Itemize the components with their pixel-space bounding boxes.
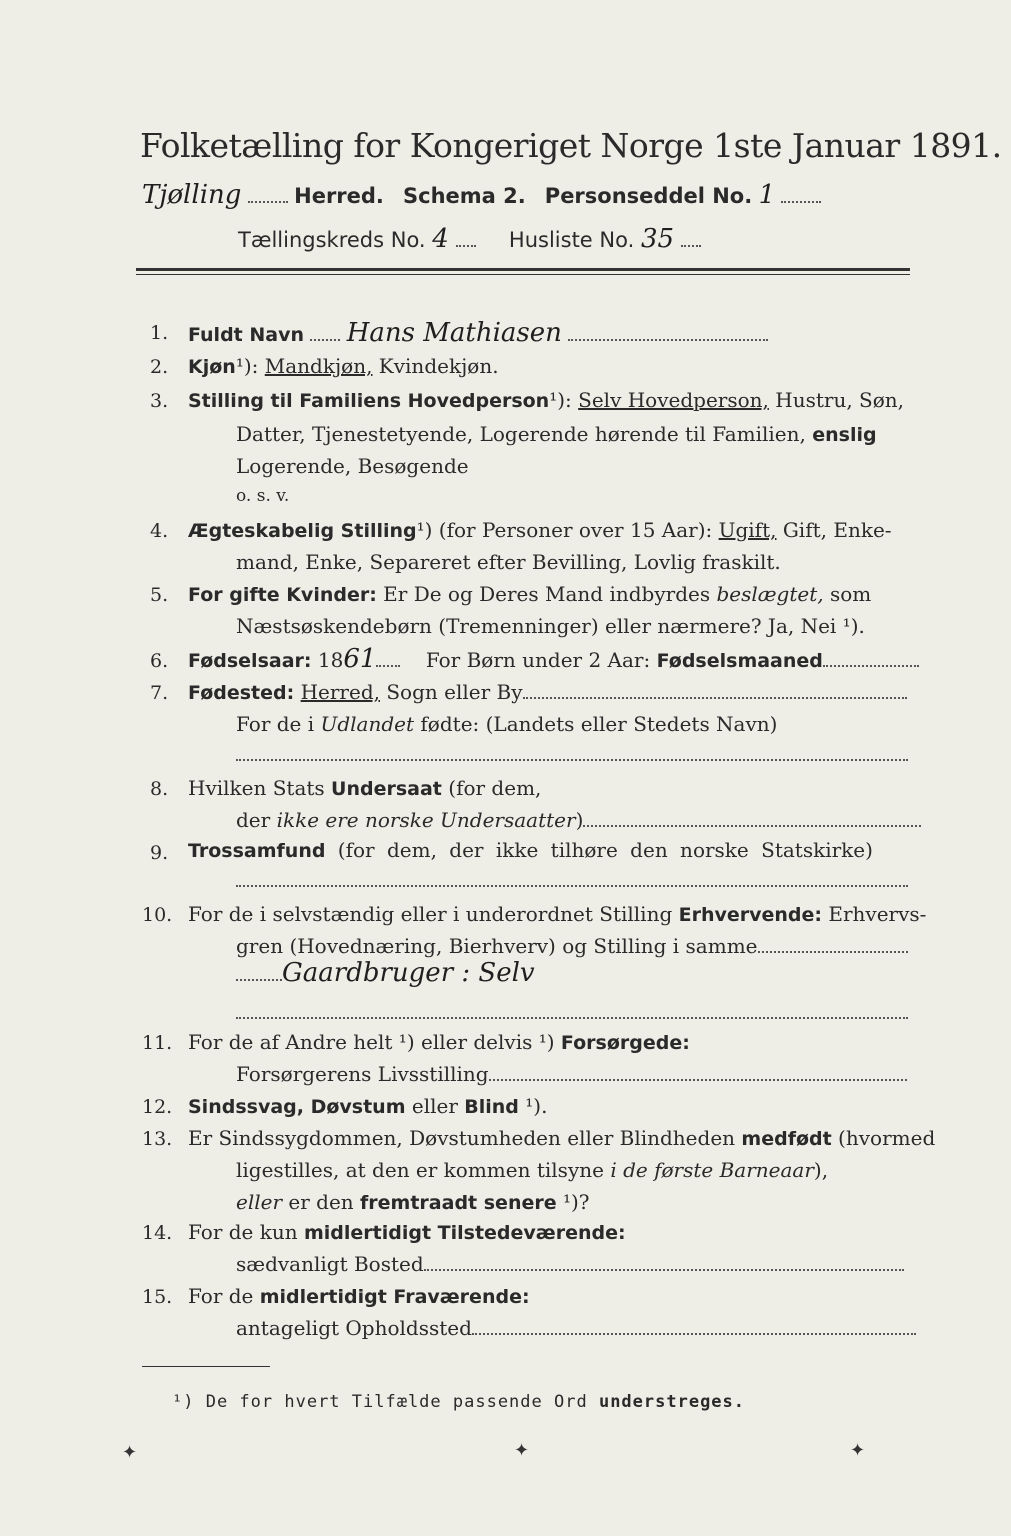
item-10-line-3: [236, 958, 535, 988]
item-11-line-2: Forsørgerens Livsstilling: [236, 1062, 907, 1086]
item-6-label: Fødselsaar:: [188, 650, 312, 672]
husliste-number: 35: [640, 224, 675, 254]
item-7-label: Fødested:: [188, 682, 295, 704]
item-14: For de kun midlertidigt Tilstedeværende:: [188, 1220, 626, 1244]
item-15: For de midlertidigt Fraværende:: [188, 1284, 530, 1308]
item-4-line-2: mand, Enke, Separeret efter Bevilling, Lovlig fraskilt.: [236, 550, 781, 574]
item-10-label: Erhvervende:: [678, 904, 823, 926]
taellingskreds-number: 4: [432, 224, 449, 254]
corner-mark-center: ✦: [514, 1440, 530, 1461]
item-8: Hvilken Stats Undersaat (for dem,: [188, 776, 542, 800]
item-7-line-2: For de i Udlandet fødte: (Landets eller Stedets Navn): [236, 712, 778, 736]
item-9-number: 9.: [150, 842, 169, 864]
item-5-line-2: Næstsøskendebørn (Tremenninger) eller nærmere? Ja, Nei ¹).: [236, 614, 865, 638]
item-13-number: 13.: [142, 1128, 173, 1150]
item-7-selected: Herred,: [300, 680, 380, 704]
item-13-line-3: eller er den fremtraadt senere ¹)?: [236, 1190, 590, 1214]
item-1-value: Hans Mathiasen: [346, 318, 562, 348]
item-13: Er Sindssygdommen, Døvstumheden eller Blindheden medfødt (hvormed: [188, 1126, 936, 1150]
item-13-line-2: ligestilles, at den er kommen tilsyne i de første Barneaar),: [236, 1158, 829, 1182]
herred-line: [142, 180, 821, 210]
item-3-selected: Selv Hovedperson,: [578, 388, 769, 412]
herred-name: Tjølling: [142, 180, 242, 210]
item-8-label: Undersaat: [331, 778, 442, 800]
item-10-number: 10.: [142, 904, 173, 926]
item-7: Fødested: Herred, Sogn eller By: [188, 680, 907, 704]
taellingskreds-label: Tællingskreds No.: [238, 228, 426, 252]
herred-label: Herred.: [294, 184, 384, 208]
item-5: For gifte Kvinder: Er De og Deres Mand indbyrdes beslægtet, som: [188, 582, 872, 606]
item-2-label: Kjøn: [188, 356, 236, 378]
item-1: [188, 318, 768, 348]
corner-mark-left: ✦: [122, 1442, 138, 1463]
item-8-number: 8.: [150, 778, 169, 800]
item-8-line-2: der ikke ere norske Undersaatter): [236, 808, 921, 832]
item-5-label: For gifte Kvinder:: [188, 584, 377, 606]
item-3-line-4: o. s. v.: [236, 486, 290, 506]
item-4-selected: Ugift,: [718, 518, 777, 542]
item-6-number: 6.: [150, 650, 169, 672]
item-7-number: 7.: [150, 682, 169, 704]
item-4-number: 4.: [150, 520, 169, 542]
item-9: Trossamfund (for dem, der ikke tilhøre den norske Statskirke): [188, 838, 873, 862]
item-15-number: 15.: [142, 1286, 173, 1308]
item-10-line-2: gren (Hovednæring, Bierhverv) og Stilling i samme: [236, 934, 908, 958]
item-12-number: 12.: [142, 1096, 173, 1118]
item-10: For de i selvstændig eller i underordnet Stilling Erhvervende: Erhvervs-: [188, 902, 927, 926]
item-2: Kjøn¹): Mandkjøn, Kvindekjøn.: [188, 354, 499, 378]
item-15-line-2: antageligt Opholdssted: [236, 1316, 916, 1340]
form-title: Folketælling for Kongeriget Norge 1ste Januar 1891.: [140, 126, 1002, 165]
item-13-label: medfødt: [741, 1128, 832, 1150]
item-10-value: Gaardbruger : Selv: [282, 958, 535, 988]
item-11-number: 11.: [142, 1032, 173, 1054]
footnote: ¹) De for hvert Tilfælde passende Ord understreges.: [172, 1392, 746, 1412]
item-3: Stilling til Familiens Hovedperson¹): Selv Hovedperson, Hustru, Søn,: [188, 388, 905, 412]
item-6-label-2: Fødselsmaaned: [656, 650, 823, 672]
header-rule-thick: [136, 268, 910, 271]
item-3-line-3: Logerende, Besøgende: [236, 454, 469, 478]
item-11-label: Forsørgede:: [560, 1032, 690, 1054]
header-rule-thin: [136, 274, 910, 275]
item-2-number: 2.: [150, 356, 169, 378]
item-1-label: Fuldt Navn: [188, 324, 305, 346]
husliste-label: Husliste No.: [508, 228, 635, 252]
item-5-number: 5.: [150, 584, 169, 606]
item-14-number: 14.: [142, 1222, 173, 1244]
item-15-label: midlertidigt Fraværende:: [259, 1286, 530, 1308]
personseddel-number: 1: [758, 180, 776, 210]
footnote-rule: [142, 1366, 270, 1367]
item-12: Sindssvag, Døvstum eller Blind ¹).: [188, 1094, 548, 1118]
item-14-line-2: sædvanligt Bosted: [236, 1252, 904, 1276]
item-11: For de af Andre helt ¹) eller delvis ¹) Forsørgede:: [188, 1030, 690, 1054]
item-3-line-2: Datter, Tjenestetyende, Logerende hørende til Familien,: [236, 422, 806, 446]
item-2-selected: Mandkjøn,: [264, 354, 373, 378]
item-6-value: 61: [343, 644, 377, 674]
item-3-number: 3.: [150, 390, 169, 412]
personseddel-label: Personseddel No.: [544, 184, 753, 208]
item-4-label: Ægteskabelig Stilling: [188, 520, 417, 542]
schema-label: Schema 2.: [403, 184, 526, 208]
corner-mark-right: ✦: [850, 1440, 866, 1461]
item-1-number: 1.: [150, 322, 169, 344]
item-14-label: midlertidigt Tilstedeværende:: [303, 1222, 626, 1244]
item-6: Fødselsaar: 1861 For Børn under 2 Aar: Fødselsmaaned: [188, 644, 919, 674]
item-4: Ægteskabelig Stilling¹) (for Personer over 15 Aar): Ugift, Gift, Enke-: [188, 518, 892, 542]
census-form-page: Folketælling for Kongeriget Norge 1ste Januar 1891. Tjølling Herred. Schema 2. Personseddel No. 1 Tællingskreds No. 4 Husliste No. 35 1. Fuldt Navn Hans Mathiasen 2. Kjøn¹): Mandkjøn, Kvindekjøn. 3. Stilling til Familiens Hovedperson¹): Selv Hovedperson, Hustru, Søn, Datter, Tjenestetyende, Logerende hørende til Familien, enslig Logerende, Besøgende o. s. v. 4. Ægteskabelig Stilling¹) (for Personer over 15 Aar): Ugift, Gift, Enke- mand, Enke, Separeret efter Bevilling, Lovlig fraskilt. 5. For gifte Kvinder: Er De og Deres Mand indbyrdes beslægtet, som Næstsøskendebørn (Tremenninger) eller nærmere? Ja, Nei ¹). 6. Fødselsaar: 1861 For Børn under 2 Aar: Fødselsmaaned 7. Fødested: Herred, Sogn eller By For de i Udlandet fødte: (Landets eller Stedets Navn) 8. Hvilken Stats Undersaat (for dem, der ikke ere norske Undersaatter) 9. Trossamfund (for dem, der ikke tilhøre den norske Statskirke) 10. For de i selvstændig eller i underordnet Stilling Erhvervende: Erhvervs- gren (Hovednæring, Bierhverv) og Stilling i samme Gaardbruger : Selv 11. For de af Andre helt ¹) eller delvis ¹) Forsørgede: Forsørgerens Livsstilling 12. Sindssvag, Døvstum eller Blind ¹). 13. Er Sindssygdommen, Døvstumheden eller Blindheden medfødt (hvormed ligestilles, at den er kommen tilsyne i de første Barneaar), eller er den fremtraadt senere ¹)? 14. For de kun midlertidigt Tilstedeværende: sædvanligt Bosted 15. For de midlertidigt Fraværende: antageligt Opholdssted ¹) De for hvert Tilfælde passende Ord understreges. ✦ ✦ ✦: [0, 0, 1011, 1536]
item-9-label: Trossamfund: [188, 840, 326, 862]
item-3-label: Stilling til Familiens Hovedperson: [188, 390, 550, 412]
item-12-label: Sindssvag, Døvstum: [188, 1096, 406, 1118]
taellingskreds-line: [238, 224, 701, 254]
